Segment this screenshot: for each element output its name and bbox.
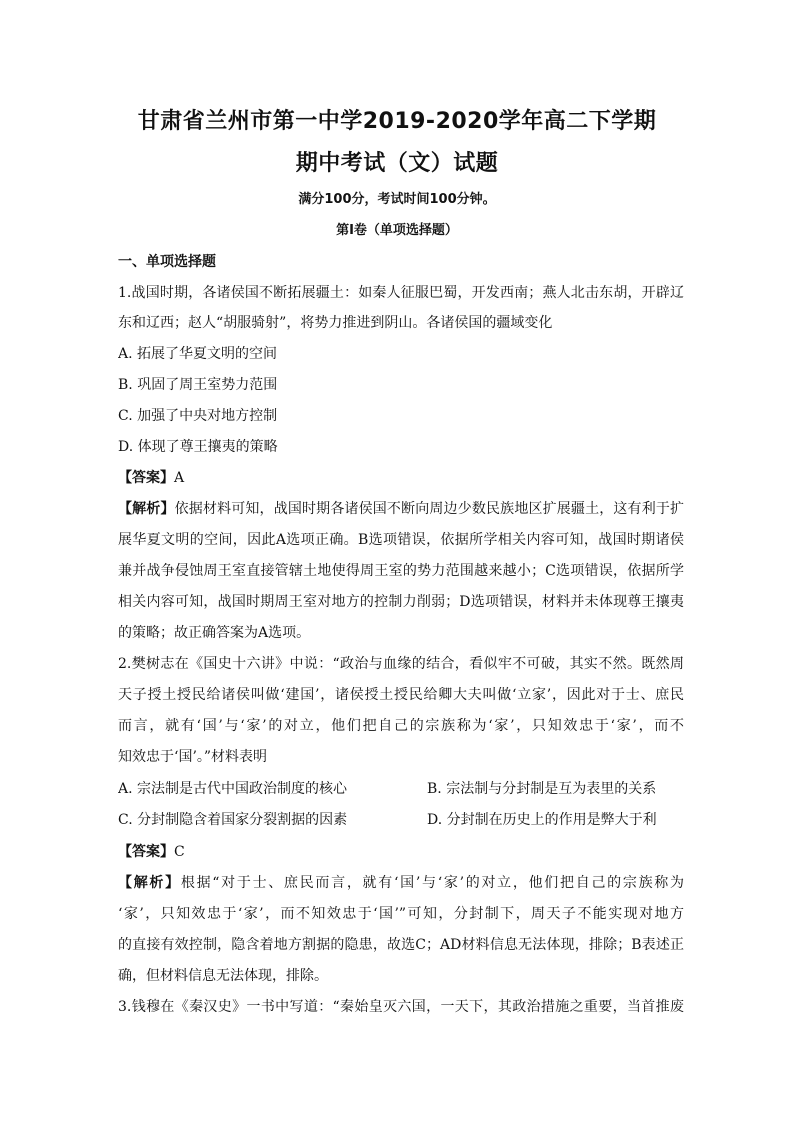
- q2-analysis-line: 的直接有效控制，隐含着地方割据的隐患，故选C；AD材料信息无法体现，排除；B表述正: [118, 937, 684, 953]
- part-heading: 第Ⅰ卷（单项选择题）: [336, 223, 458, 238]
- q2-answer: [118, 841, 684, 861]
- answer-label: 【答案】: [118, 470, 174, 486]
- q2-stem-line: 而言，就有‘国’与‘家’的对立，他们把自己的宗族称为‘家’，只知效忠于‘家’，而不: [118, 718, 684, 734]
- answer-value: A: [174, 470, 185, 486]
- analysis-text: 依据材料可知，战国时期各诸侯国不断向周边少数民族地区扩展疆土，这有利于扩: [174, 501, 684, 517]
- q2-stem-line: 天子授土授民给诸侯叫做‘建国’，诸侯授土授民给卿大夫叫做‘立家’，因此对于士、庶民: [118, 687, 684, 703]
- q1-option-b: B. 巩固了周王室势力范围: [118, 377, 278, 393]
- q2-analysis-line: [118, 872, 684, 892]
- q1-answer: [118, 467, 684, 487]
- q2-stem-line: 2.樊树志在《国史十六讲》中说：“政治与血缘的结合，看似牢不可破，其实不然。既然周: [118, 656, 684, 672]
- q3-stem-line: 3.钱穆在《秦汉史》一书中写道：“秦始皇灭六国，一天下，其政治措施之重要，当首推废: [118, 999, 684, 1015]
- q1-analysis-line: 展华夏文明的空间，因此A选项正确。B选项错误，依据所学相关内容可知，战国时期诸侯: [118, 532, 684, 548]
- analysis-text: 根据“对于士、庶民而言，就有‘国’与‘家’的对立，他们把自己的宗族称为: [180, 875, 684, 891]
- q2-option-a: A. 宗法制是古代中国政治制度的核心: [118, 781, 348, 797]
- q1-option-c: C. 加强了中央对地方控制: [118, 408, 278, 424]
- answer-value: C: [174, 844, 185, 860]
- q1-stem-line: 东和辽西；赵人“胡服骑射”，将势力推进到阴山。各诸侯国的疆域变化: [118, 315, 553, 331]
- q2-option-b: B. 宗法制与分封制是互为表里的关系: [427, 781, 657, 797]
- exam-info: 满分100分，考试时间100分钟。: [298, 192, 496, 207]
- section-heading: 一、单项选择题: [118, 254, 216, 270]
- q2-option-c: C. 分封制隐含着国家分裂割据的因素: [118, 812, 348, 828]
- q1-option-d: D. 体现了尊王攘夷的策略: [118, 439, 278, 455]
- exam-title-line1: 甘肃省兰州市第一中学2019-2020学年高二下学期: [137, 109, 657, 134]
- answer-label: 【答案】: [118, 844, 174, 860]
- q2-option-d: D. 分封制在历史上的作用是弊大于利: [427, 812, 657, 828]
- exam-title-line2: 期中考试（文）试题: [295, 151, 499, 176]
- q1-analysis-line: [118, 498, 684, 518]
- q2-analysis-line: ‘家’，只知效忠于‘家’，而不知效忠于‘国’”可知，分封制下，周天子不能实现对地方: [118, 906, 684, 922]
- q1-stem-line: 1.战国时期，各诸侯国不断拓展疆土：如秦人征服巴蜀，开发西南；燕人北击东胡，开辟辽: [118, 285, 684, 301]
- q1-analysis-line: 相关内容可知，战国时期周王室对地方的控制力削弱；D选项错误，材料并未体现尊王攘夷: [118, 594, 684, 610]
- analysis-label: 【解析】: [118, 501, 175, 517]
- q2-stem-line: 知效忠于‘国’。”材料表明: [118, 749, 268, 765]
- q2-analysis-line: 确，但材料信息无法体现，排除。: [118, 968, 328, 984]
- analysis-label: 【解析】: [118, 875, 181, 891]
- q1-analysis-line: 兼并战争侵蚀周王室直接管辖土地使得周王室的势力范围越来越小；C选项错误，依据所学: [118, 563, 684, 579]
- q1-analysis-line: 的策略；故正确答案为A选项。: [118, 625, 311, 641]
- q1-option-a: A. 拓展了华夏文明的空间: [118, 346, 278, 362]
